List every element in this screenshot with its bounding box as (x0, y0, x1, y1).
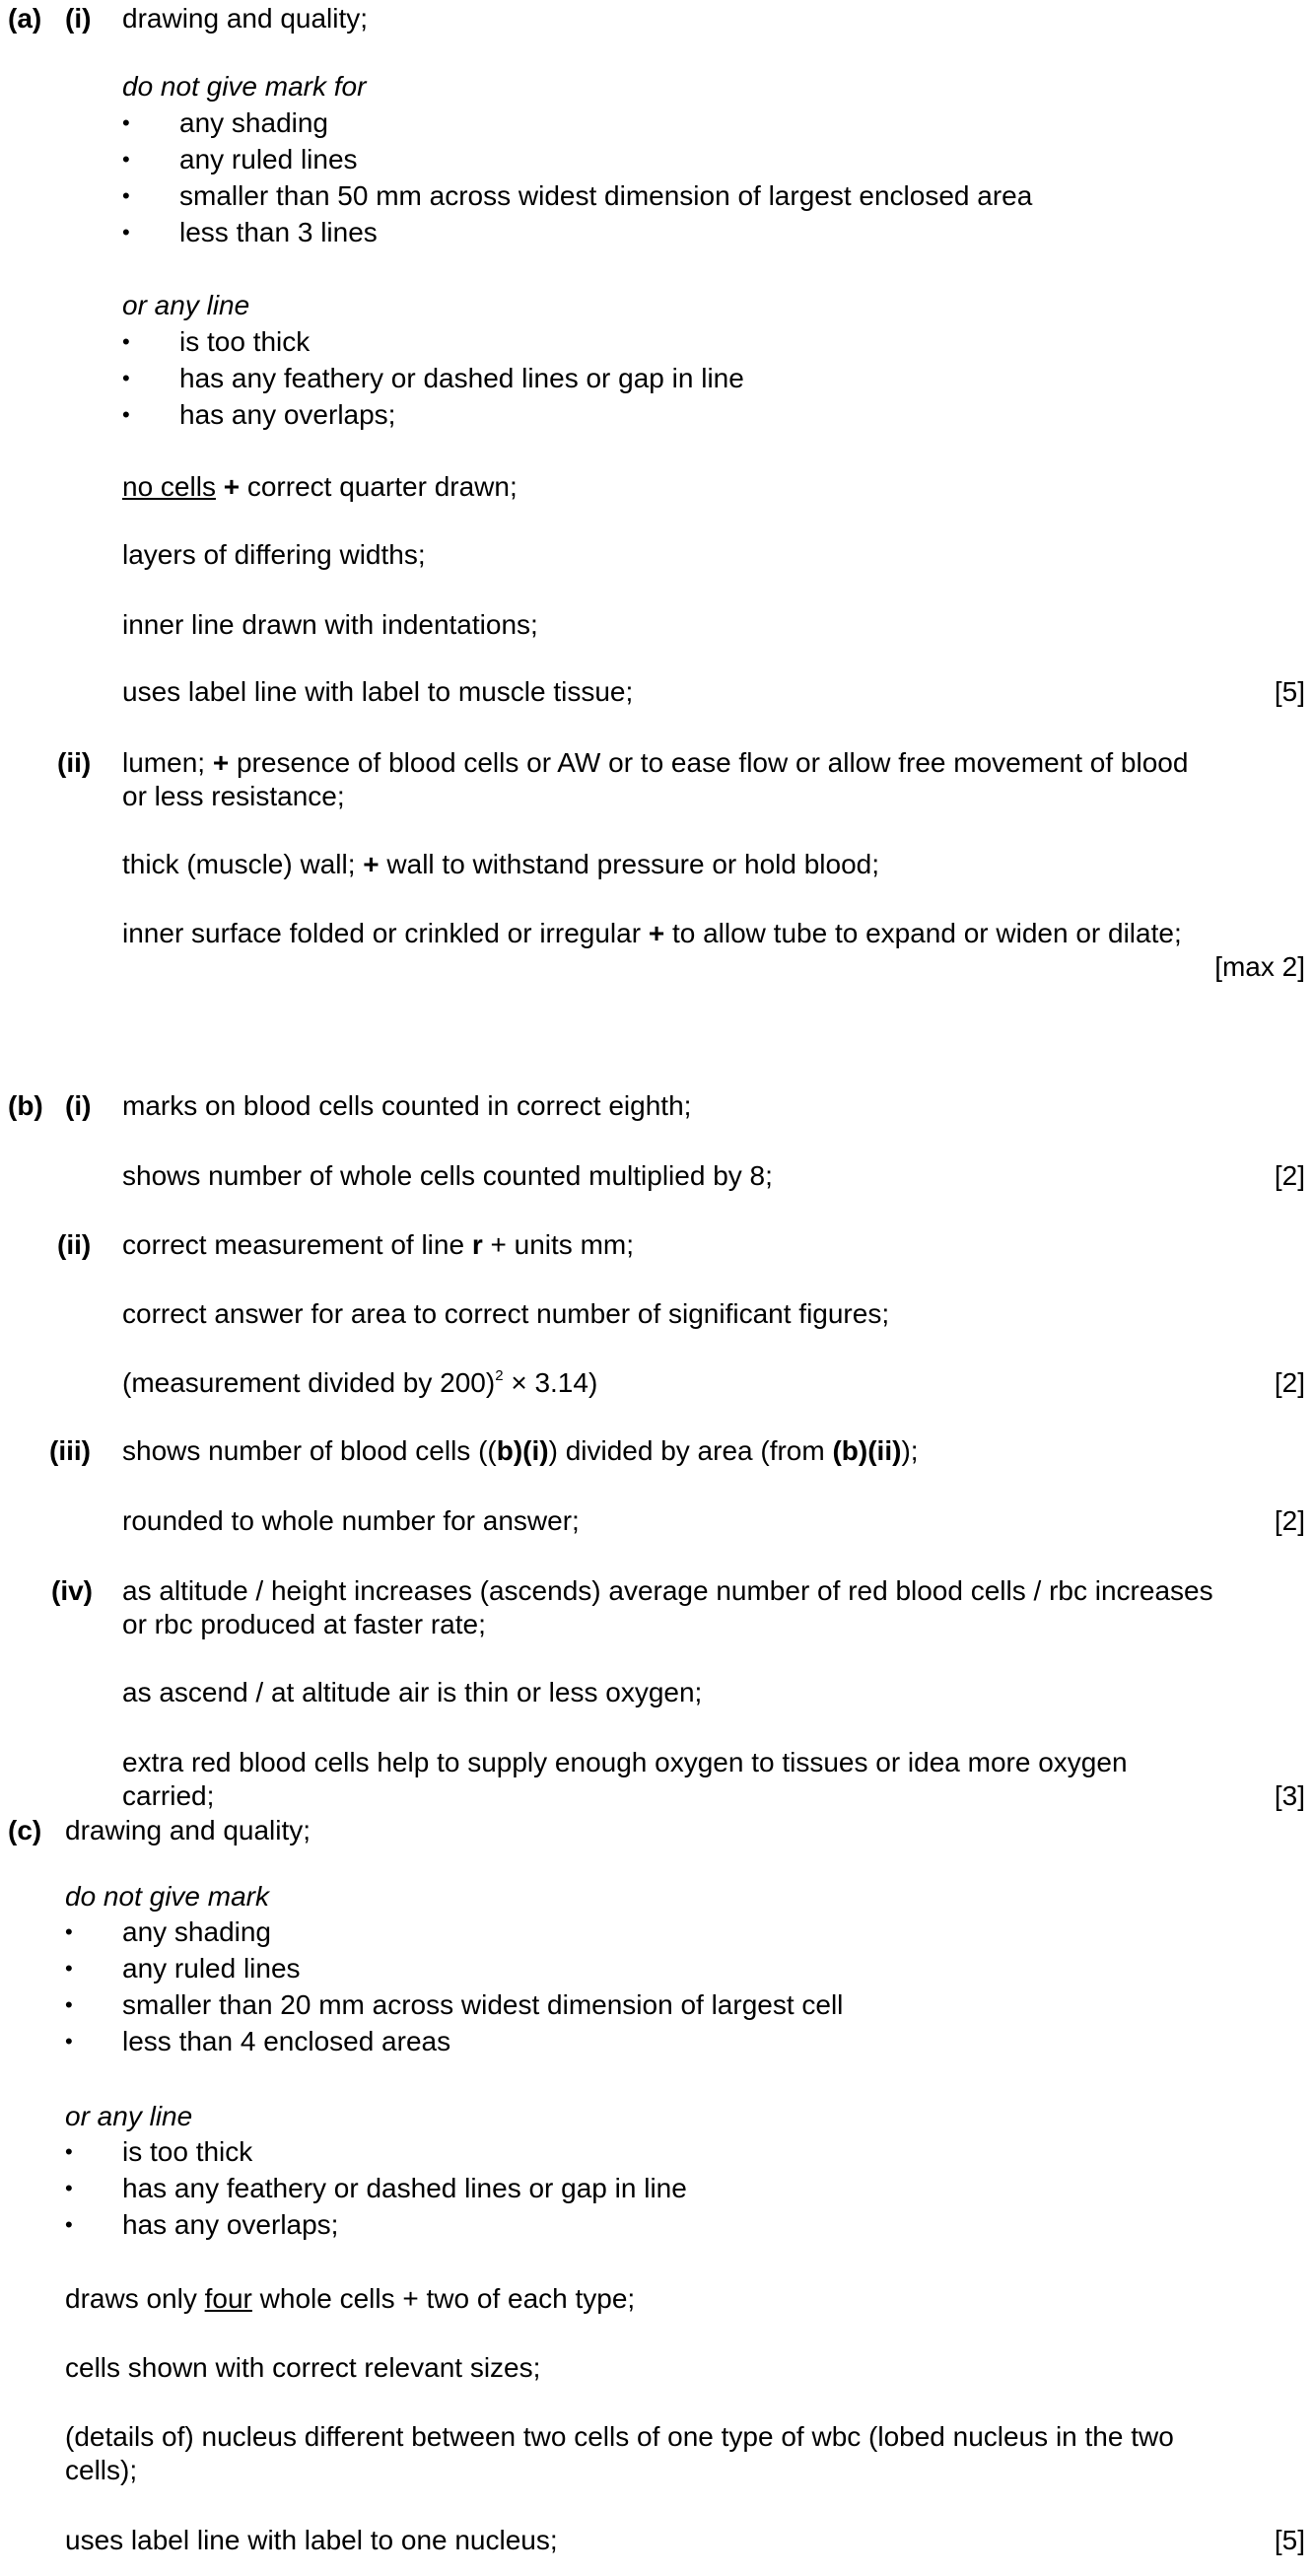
mark-allocation: [max 2] (1214, 951, 1305, 982)
formula-line: (measurement divided by 200)$^2$ × 3.14) (122, 1367, 598, 1398)
mark-allocation: [2] (1274, 1367, 1305, 1398)
mark-allocation: [2] (1274, 1505, 1305, 1536)
part-b-iii-label: (iii) (49, 1435, 91, 1466)
marks-line: marks on blood cells counted in correct eighth; (122, 1090, 692, 1121)
measurement-line: correct measurement of line r + units mm; (122, 1229, 634, 1260)
list-item: less than 3 lines (179, 217, 378, 247)
list-item: has any feathery or dashed lines or gap in line (122, 2173, 687, 2203)
layers-line: layers of differing widths; (122, 539, 426, 570)
list-item: is too thick (179, 326, 311, 357)
list-item: smaller than 20 mm across widest dimension of largest cell (122, 1989, 844, 2020)
bullet-icon: • (65, 2029, 73, 2054)
bullet-icon: • (65, 1992, 73, 2017)
lumen-line-cont: or less resistance; (122, 781, 345, 811)
part-a-i-label: (i) (65, 3, 92, 34)
bullet-icon: • (65, 2176, 73, 2200)
drawing-line: drawing and quality; (65, 1815, 311, 1845)
mark-allocation: [3] (1274, 1780, 1305, 1811)
do-not-give-mark-heading: do not give mark (65, 1881, 269, 1912)
bullet-icon: • (122, 220, 130, 244)
part-b-label: (b) (8, 1090, 43, 1121)
list-item: any ruled lines (122, 1953, 301, 1984)
area-line: correct answer for area to correct number of significant figures; (122, 1298, 890, 1329)
altitude-line: as altitude / height increases (ascends) average number of red blood cells / rbc increases (122, 1575, 1213, 1606)
list-item: smaller than 50 mm across widest dimension of largest enclosed area (179, 180, 1033, 211)
list-item: any shading (122, 1916, 272, 1947)
four-cells-line: draws only four whole cells + two of each type; (65, 2283, 636, 2314)
part-b-iv-label: (iv) (51, 1575, 93, 1606)
mark-allocation: [5] (1274, 2525, 1305, 2555)
thin-air-line: as ascend / at altitude air is thin or less oxygen; (122, 1677, 703, 1707)
bullet-icon: • (122, 147, 130, 172)
part-a-i-line: drawing and quality; (122, 3, 369, 34)
list-item: is too thick (122, 2136, 253, 2167)
mark-allocation: [5] (1274, 676, 1305, 707)
list-item: any shading (179, 107, 329, 138)
inner-surface-line: inner surface folded or crinkled or irregular + to allow tube to expand or widen or dilate; (122, 918, 1182, 948)
or-any-line-heading: or any line (122, 290, 250, 320)
list-item: has any feathery or dashed lines or gap in line (179, 363, 744, 393)
bullet-icon: • (122, 329, 130, 354)
shows-line: shows number of whole cells counted multiplied by 8; (122, 1160, 773, 1191)
extra-rbc-line-cont: carried; (122, 1780, 215, 1811)
part-c-label: (c) (8, 1815, 42, 1845)
extra-rbc-line: extra red blood cells help to supply enough oxygen to tissues or idea more oxygen (122, 1747, 1128, 1777)
bullet-icon: • (122, 183, 130, 208)
list-item: any ruled lines (179, 144, 358, 174)
bullet-icon: • (122, 402, 130, 427)
nucleus-line: (details of) nucleus different between two cells of one type of wbc (lobed nucleus in the two (65, 2421, 1174, 2452)
no-cells-line: no cells + correct quarter drawn; (122, 471, 518, 502)
label-line: uses label line with label to one nucleus; (65, 2525, 558, 2555)
rounded-line: rounded to whole number for answer; (122, 1505, 580, 1536)
list-item: has any overlaps; (122, 2209, 339, 2240)
mark-allocation: [2] (1274, 1160, 1305, 1191)
lumen-line: lumen; + presence of blood cells or AW or to ease flow or allow free movement of blood (122, 747, 1189, 778)
part-a-label: (a) (8, 3, 42, 34)
altitude-line-cont: or rbc produced at faster rate; (122, 1609, 486, 1639)
bullet-icon: • (65, 1956, 73, 1981)
list-item: has any overlaps; (179, 399, 396, 430)
label-line: uses label line with label to muscle tissue; (122, 676, 634, 707)
sizes-line: cells shown with correct relevant sizes; (65, 2352, 541, 2383)
bullet-icon: • (65, 2139, 73, 2164)
bullet-icon: • (65, 1919, 73, 1944)
wall-line: thick (muscle) wall; + wall to withstand pressure or hold blood; (122, 849, 880, 879)
do-not-give-mark-heading: do not give mark for (122, 71, 367, 102)
bullet-icon: • (122, 110, 130, 135)
list-item: less than 4 enclosed areas (122, 2026, 451, 2056)
bullet-icon: • (65, 2212, 73, 2237)
part-b-ii-label: (ii) (57, 1229, 92, 1260)
or-any-line-heading: or any line (65, 2101, 193, 2131)
inner-line: inner line drawn with indentations; (122, 609, 538, 640)
part-b-i-label: (i) (65, 1090, 92, 1121)
part-a-ii-label: (ii) (57, 747, 92, 778)
nucleus-line-cont: cells); (65, 2455, 138, 2485)
density-line: shows number of blood cells ((b)(i)) divided by area (from (b)(ii)); (122, 1435, 919, 1466)
bullet-icon: • (122, 366, 130, 390)
